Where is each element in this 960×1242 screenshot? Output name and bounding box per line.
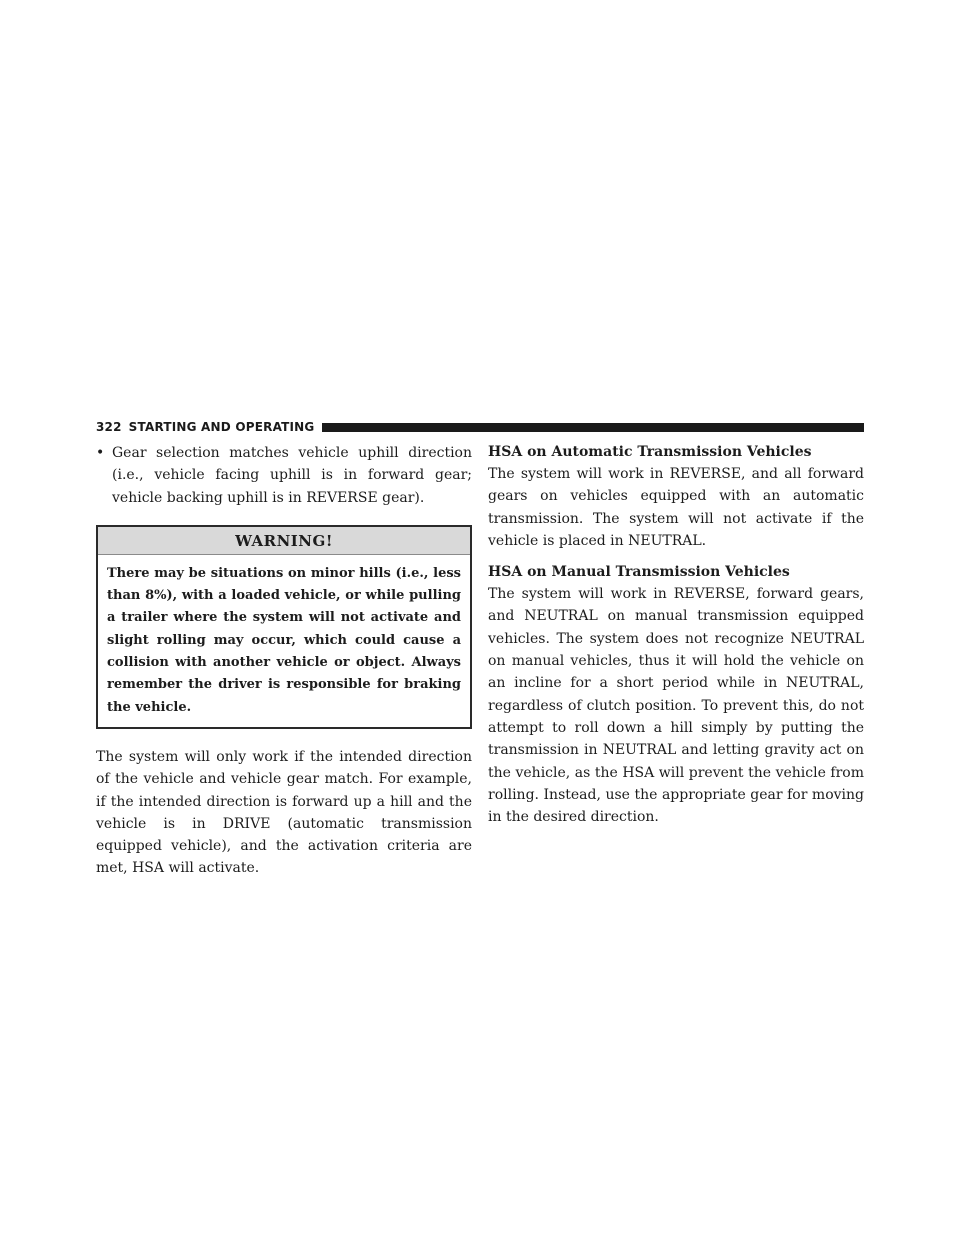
warning-title: WARNING! bbox=[98, 527, 470, 555]
body-paragraph: The system will only work if the intended direction of the vehicle and vehicle gear match. For example, if the intended direction is forward up a hill and the vehicle is in DRIVE (automatic transmission equipped vehicle), and the activation criteria are met, HSA will activate. bbox=[96, 748, 472, 877]
section-heading-automatic: HSA on Automatic Transmission Vehicles bbox=[488, 444, 812, 460]
right-column bbox=[488, 442, 864, 828]
bullet-item bbox=[96, 442, 472, 509]
section-title: STARTING AND OPERATING bbox=[128, 420, 315, 434]
header-rule bbox=[322, 423, 864, 432]
bullet-text: Gear selection matches vehicle uphill direction (i.e., vehicle facing uphill is in forward gear; vehicle backing uphill is in REVERSE gear). bbox=[112, 445, 472, 506]
section-heading-manual: HSA on Manual Transmission Vehicles bbox=[488, 564, 790, 581]
section-text-manual: The system will work in REVERSE, forward gears, and NEUTRAL on manual transmission equipped vehicles. The system does not recognize NEUTRAL on manual vehicles, thus it will hold the vehicle on an incline for a short period while in NEUTRAL, regardless of clutch position. To prevent this, do not attempt to roll down a hill simply by putting the transmission in NEUTRAL and letting gravity act on the vehicle, as the HSA will prevent the vehicle from rolling. Instead, use the appropriate gear for moving in the desired direction. bbox=[488, 586, 864, 826]
warning-text: There may be situations on minor hills (i.e., less than 8%), with a loaded vehicle, or while pulling a trailer where the system will not activate and slight rolling may occur, which could cause a collision with another vehicle or object. Always remember the driver is responsible for braking the vehicle. bbox=[107, 565, 461, 715]
section-text-automatic: The system will work in REVERSE, and all forward gears on vehicles equipped with an automatic transmission. The system will not activate if the vehicle is placed in NEUTRAL. bbox=[488, 466, 864, 549]
warning-box bbox=[96, 525, 472, 729]
page-number: 322 bbox=[96, 420, 122, 434]
page-header bbox=[96, 420, 864, 434]
bullet-mark: • bbox=[96, 445, 105, 461]
left-column bbox=[96, 442, 472, 880]
